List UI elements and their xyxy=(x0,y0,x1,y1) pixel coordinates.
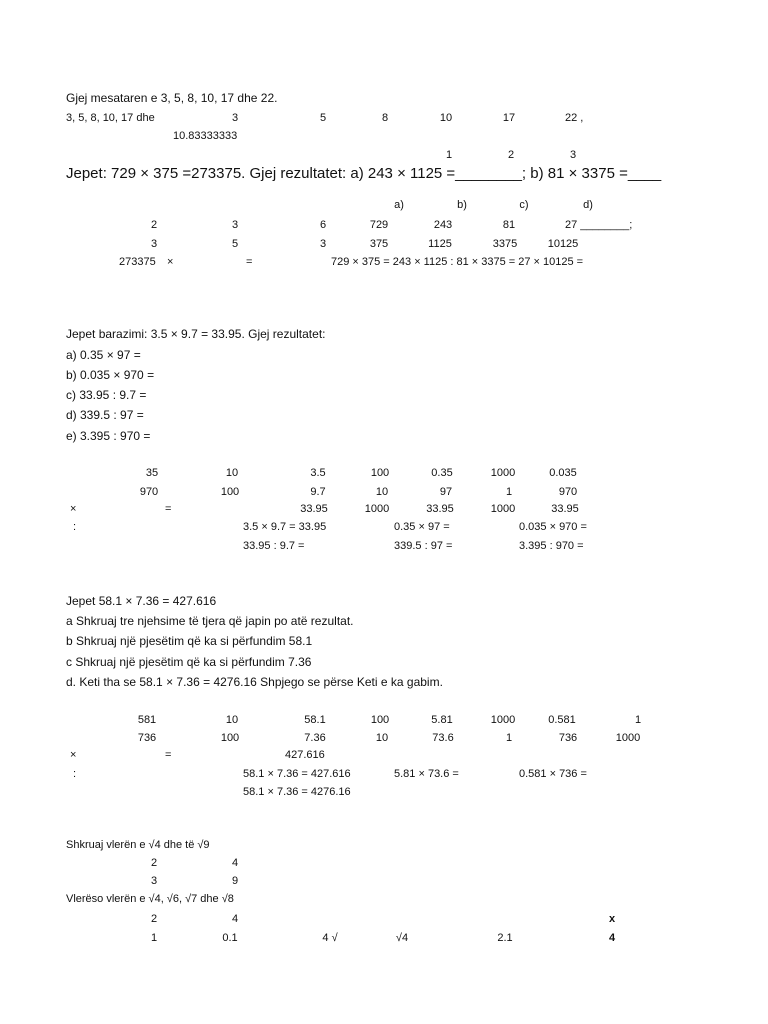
q2-equals: = xyxy=(246,256,253,268)
q6-cell: 4 √ xyxy=(322,932,338,944)
q6-mark: 4 xyxy=(608,932,616,944)
q6-cell: 2 xyxy=(150,913,158,925)
q4-item: a Shkruaj tre njehsime të tjera që japin po atë rezultat. xyxy=(66,614,354,628)
q2-index: 2 xyxy=(507,149,515,161)
q4-expression: 5.81 × 73.6 = xyxy=(394,768,459,780)
q2-cell: 10125 xyxy=(547,238,579,250)
q2-index: 3 xyxy=(569,149,577,161)
q1-num: 3 xyxy=(231,112,239,124)
q4-cell: 7.36 xyxy=(304,732,326,744)
q1-num: 10 xyxy=(439,112,453,124)
q3-cell: 97 xyxy=(439,486,453,498)
q4-cell: 10 xyxy=(375,732,389,744)
q3-cell: 970 xyxy=(139,486,159,498)
q4-colon: : xyxy=(73,768,77,780)
q4-cell: 581 xyxy=(137,714,157,726)
q4-expression: 0.581 × 736 = xyxy=(519,768,587,780)
q4-cell: 100 xyxy=(220,732,240,744)
q4-expression: 58.1 × 7.36 = 4276.16 xyxy=(243,786,351,798)
q3-expression: 0.35 × 97 = xyxy=(394,521,450,533)
q2-cell: 6 xyxy=(319,219,327,231)
q3-cell: 33.95 xyxy=(300,503,328,515)
q4-title: Jepet 58.1 × 7.36 = 427.616 xyxy=(66,594,217,608)
q2-letter: d) xyxy=(583,199,593,211)
q1-num: 17 xyxy=(502,112,516,124)
q2-cell: 243 xyxy=(433,219,453,231)
q4-cell: 5.81 xyxy=(431,714,453,726)
q4-cell: 736 xyxy=(558,732,578,744)
q3-item: a) 0.35 × 97 = xyxy=(66,348,141,362)
q1-num: 5 xyxy=(319,112,327,124)
q2-letter: a) xyxy=(394,199,404,211)
q3-cell: 33.95 xyxy=(426,503,454,515)
q4-cell: 73.6 xyxy=(432,732,454,744)
q5-cell: 3 xyxy=(150,875,158,887)
q4-cell: 1 xyxy=(505,732,513,744)
q4-cell: 1 xyxy=(634,714,642,726)
q4-cell: 10 xyxy=(225,714,239,726)
q1-num: 22 , xyxy=(565,112,584,124)
q4-item: d. Keti tha se 58.1 × 7.36 = 4276.16 Shpjego se përse Keti e ka gabim. xyxy=(66,675,443,689)
q2-statement: Jepet: 729 × 375 =273375. Gjej rezultatet: a) 243 × 1125 =________; b) 81 × 3375 =____ xyxy=(66,165,662,182)
q5-cell: 9 xyxy=(231,875,239,887)
q3-cell: 1000 xyxy=(490,503,516,515)
q2-letter: b) xyxy=(457,199,467,211)
q5-cell: 2 xyxy=(150,857,158,869)
q1-title: Gjej mesataren e 3, 5, 8, 10, 17 dhe 22. xyxy=(66,91,278,105)
q2-value: 273375 xyxy=(119,256,156,268)
q2-expression: 729 × 375 = 243 × 1125 : 81 × 3375 = 27 × 10125 = xyxy=(331,256,584,268)
q4-cell: 736 xyxy=(137,732,157,744)
q3-expression: 339.5 : 97 = xyxy=(394,540,453,552)
q4-expression: 58.1 × 7.36 = 427.616 xyxy=(243,768,351,780)
q3-cell: 33.95 xyxy=(551,503,579,515)
q3-cell: 10 xyxy=(225,467,239,479)
q4-item: c Shkruaj një pjesëtim që ka si përfundim 7.36 xyxy=(66,655,312,669)
q3-item: e) 3.395 : 970 = xyxy=(66,429,151,443)
q3-cell: 1000 xyxy=(364,503,390,515)
q3-cell: 100 xyxy=(220,486,240,498)
q4-item: b Shkruaj një pjesëtim që ka si përfundim 58.1 xyxy=(66,634,313,648)
q4-cell: 0.581 xyxy=(548,714,576,726)
q4-times: × xyxy=(70,749,77,761)
q6-cell: √4 xyxy=(395,932,409,944)
q3-times: × xyxy=(70,503,77,515)
q3-cell: 35 xyxy=(145,467,159,479)
q3-cell: 1000 xyxy=(490,467,516,479)
q4-equals: = xyxy=(165,749,172,761)
q2-letter: c) xyxy=(519,199,529,211)
q2-cell: 3375 xyxy=(492,238,518,250)
q3-cell: 1 xyxy=(505,486,513,498)
q1-result: 10.83333333 xyxy=(173,130,238,142)
q2-index: 1 xyxy=(445,149,453,161)
q6-cell: 0.1 xyxy=(222,932,238,944)
q4-value: 427.616 xyxy=(285,749,325,761)
q6-cell: 1 xyxy=(150,932,158,944)
q3-expression: 3.5 × 9.7 = 33.95 xyxy=(243,521,327,533)
q4-cell: 58.1 xyxy=(304,714,326,726)
q3-item: b) 0.035 × 970 = xyxy=(66,368,155,382)
q3-cell: 0.035 xyxy=(549,467,577,479)
q2-cell: 5 xyxy=(231,238,239,250)
q2-cell: 3 xyxy=(150,238,158,250)
q2-cell: 27 ________; xyxy=(565,219,633,231)
q2-cell: 3 xyxy=(319,238,327,250)
q3-expression: 33.95 : 9.7 = xyxy=(243,540,305,552)
q3-cell: 0.35 xyxy=(431,467,453,479)
q2-cell: 81 xyxy=(502,219,516,231)
q2-cell: 729 xyxy=(369,219,389,231)
q2-times: × xyxy=(167,256,174,268)
q3-title: Jepet barazimi: 3.5 × 9.7 = 33.95. Gjej rezultatet: xyxy=(66,327,326,341)
q2-cell: 1125 xyxy=(428,238,452,250)
q3-item: c) 33.95 : 9.7 = xyxy=(66,388,147,402)
q3-item: d) 339.5 : 97 = xyxy=(66,408,144,422)
q4-cell: 1000 xyxy=(490,714,516,726)
q6-mark: x xyxy=(608,913,616,925)
q3-cell: 9.7 xyxy=(310,486,326,498)
q1-num: 8 xyxy=(381,112,389,124)
q3-expression: 3.395 : 970 = xyxy=(519,540,584,552)
q6-cell: 4 xyxy=(231,913,239,925)
q3-equals: = xyxy=(165,503,172,515)
q2-cell: 3 xyxy=(231,219,239,231)
q3-cell: 100 xyxy=(370,467,390,479)
q3-colon: : xyxy=(73,521,77,533)
q1-label: 3, 5, 8, 10, 17 dhe xyxy=(66,112,155,124)
q5-title: Shkruaj vlerën e √4 dhe të √9 xyxy=(66,839,210,851)
q2-cell: 375 xyxy=(369,238,389,250)
q5-cell: 4 xyxy=(231,857,239,869)
q6-title: Vlerëso vlerën e √4, √6, √7 dhe √8 xyxy=(66,893,234,905)
q3-cell: 970 xyxy=(558,486,578,498)
q6-cell: 2.1 xyxy=(497,932,513,944)
q3-expression: 0.035 × 970 = xyxy=(519,521,587,533)
q3-cell: 10 xyxy=(375,486,389,498)
q4-cell: 1000 xyxy=(615,732,641,744)
q2-cell: 2 xyxy=(150,219,158,231)
q4-cell: 100 xyxy=(370,714,390,726)
q3-cell: 3.5 xyxy=(310,467,326,479)
